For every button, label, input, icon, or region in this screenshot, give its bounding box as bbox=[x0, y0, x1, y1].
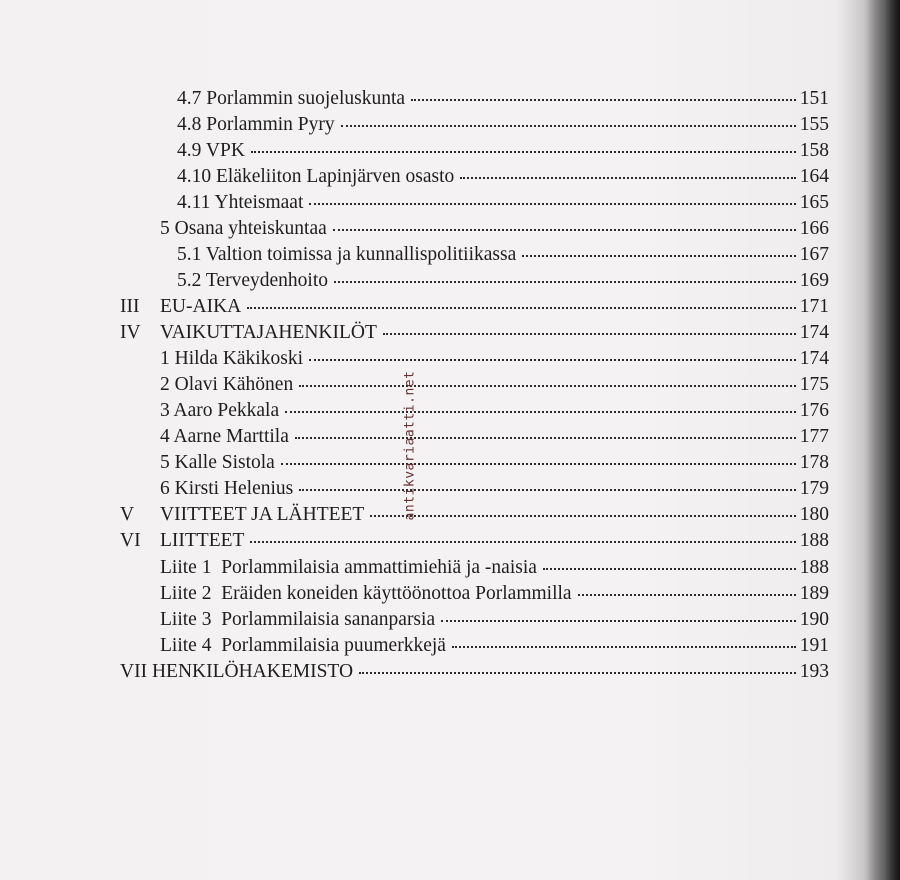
watermark bbox=[398, 360, 422, 530]
toc-entry-page: 180 bbox=[799, 504, 829, 525]
toc-entry bbox=[160, 555, 829, 581]
toc-entry-label: 4 Aarne Marttila bbox=[160, 426, 289, 447]
toc-entry-page: 167 bbox=[799, 244, 829, 265]
dot-leader bbox=[543, 558, 796, 570]
toc-entry-page: 188 bbox=[799, 557, 829, 578]
toc-entry bbox=[160, 398, 829, 424]
toc-entry-label: EU-AIKA bbox=[160, 296, 242, 317]
dot-leader bbox=[441, 610, 796, 622]
toc-entry-label: 4.7 Porlammin suojeluskunta bbox=[177, 88, 406, 109]
dot-leader bbox=[359, 662, 796, 674]
toc-entry-page: 177 bbox=[799, 426, 829, 447]
toc-entry bbox=[160, 581, 829, 607]
toc-entry-label: 1 Hilda Käkikoski bbox=[160, 348, 303, 369]
toc-entry bbox=[177, 268, 829, 294]
dot-leader bbox=[333, 219, 796, 231]
toc-entry-page: 191 bbox=[799, 635, 829, 656]
toc-entry-label: VAIKUTTAJAHENKILÖT bbox=[160, 322, 377, 343]
toc-entry-page: 190 bbox=[799, 609, 829, 630]
toc-entry bbox=[177, 190, 829, 216]
toc-entry-label: 5 Kalle Sistola bbox=[160, 452, 275, 473]
dot-leader bbox=[411, 89, 796, 101]
toc-entry-page: 174 bbox=[799, 322, 829, 343]
toc-entry-page: 164 bbox=[799, 166, 829, 187]
toc-entry bbox=[160, 216, 829, 242]
toc-entry bbox=[160, 424, 829, 450]
dot-leader bbox=[578, 584, 796, 596]
chapter-numeral: V bbox=[120, 504, 135, 525]
toc-entry bbox=[177, 138, 829, 164]
toc-chapter bbox=[120, 528, 829, 554]
toc-entry-page: 188 bbox=[799, 530, 829, 551]
toc-entry bbox=[177, 112, 829, 138]
toc-entry-page: 158 bbox=[799, 140, 829, 161]
toc-entry-label: 2 Olavi Kähönen bbox=[160, 374, 294, 395]
toc-entry-page: 165 bbox=[799, 192, 829, 213]
dot-leader bbox=[247, 297, 796, 309]
toc-entry-label: 4.10 Eläkeliiton Lapinjärven osasto bbox=[177, 166, 455, 187]
toc-entry bbox=[160, 607, 829, 633]
toc-entry bbox=[160, 633, 829, 659]
toc-entry bbox=[160, 476, 829, 502]
toc-entry-page: 178 bbox=[799, 452, 829, 473]
toc-entry-label: 5.1 Valtion toimissa ja kunnallispolitiikassa bbox=[177, 244, 517, 265]
toc-chapter bbox=[120, 320, 829, 346]
dot-leader bbox=[460, 167, 795, 179]
dot-leader bbox=[295, 427, 796, 439]
toc-entry-page: 174 bbox=[799, 348, 829, 369]
toc-entry-label: 6 Kirsti Helenius bbox=[160, 478, 294, 499]
dot-leader bbox=[285, 401, 796, 413]
toc-entry-label: Liite 4 Porlammilaisia puumerkkejä bbox=[160, 635, 446, 656]
dot-leader bbox=[341, 115, 796, 127]
toc-entry-page: 171 bbox=[799, 296, 829, 317]
dot-leader bbox=[522, 245, 795, 257]
dot-leader bbox=[250, 531, 795, 543]
dot-leader bbox=[251, 141, 796, 153]
toc-entry-page: 166 bbox=[799, 218, 829, 239]
dot-leader bbox=[281, 453, 796, 465]
watermark-text: antikvariaatti.net bbox=[402, 370, 418, 520]
dot-leader bbox=[299, 375, 796, 387]
toc-entry bbox=[160, 346, 829, 372]
toc-entry-label: Liite 3 Porlammilaisia sananparsia bbox=[160, 609, 436, 630]
dot-leader bbox=[452, 636, 796, 648]
toc-entry bbox=[177, 86, 829, 112]
toc-entry-label: 4.8 Porlammin Pyry bbox=[177, 114, 335, 135]
toc-entry-page: 175 bbox=[799, 374, 829, 395]
toc-entry-label: VIITTEET JA LÄHTEET bbox=[160, 504, 365, 525]
chapter-numeral: IV bbox=[120, 322, 141, 343]
toc-entry-label: Liite 1 Porlammilaisia ammattimiehiä ja -naisia bbox=[160, 557, 537, 578]
toc-entry-page: 179 bbox=[799, 478, 829, 499]
dot-leader bbox=[383, 323, 796, 335]
toc-chapter bbox=[120, 502, 829, 528]
toc-entry bbox=[160, 372, 829, 398]
dot-leader bbox=[309, 349, 796, 361]
chapter-numeral: VI bbox=[120, 530, 141, 551]
toc-entry-page: 193 bbox=[799, 661, 829, 682]
toc-entry-label: LIITTEET bbox=[160, 530, 245, 551]
dot-leader bbox=[299, 479, 796, 491]
dot-leader bbox=[309, 193, 795, 205]
toc-entry-label: 5.2 Terveydenhoito bbox=[177, 270, 328, 291]
toc-entry-label: 4.9 VPK bbox=[177, 140, 245, 161]
dot-leader bbox=[334, 271, 796, 283]
toc-entry-label: 4.11 Yhteismaat bbox=[177, 192, 304, 213]
toc-entry-label: 5 Osana yhteiskuntaa bbox=[160, 218, 327, 239]
toc-entry-page: 169 bbox=[799, 270, 829, 291]
toc-entry-label: 3 Aaro Pekkala bbox=[160, 400, 280, 421]
toc-entry bbox=[160, 450, 829, 476]
toc-chapter bbox=[120, 294, 829, 320]
toc-entry-page: 151 bbox=[799, 88, 829, 109]
toc-entry bbox=[177, 164, 829, 190]
toc-entry bbox=[177, 242, 829, 268]
toc-entry-page: 189 bbox=[799, 583, 829, 604]
toc-chapter bbox=[120, 659, 829, 685]
toc-entry-page: 155 bbox=[799, 114, 829, 135]
chapter-numeral: III bbox=[120, 296, 140, 317]
toc-entry-label: VII HENKILÖHAKEMISTO bbox=[120, 661, 354, 682]
toc-entry-page: 176 bbox=[799, 400, 829, 421]
dot-leader bbox=[370, 505, 795, 517]
toc-entry-label: Liite 2 Eräiden koneiden käyttöönottoa Porlammilla bbox=[160, 583, 572, 604]
